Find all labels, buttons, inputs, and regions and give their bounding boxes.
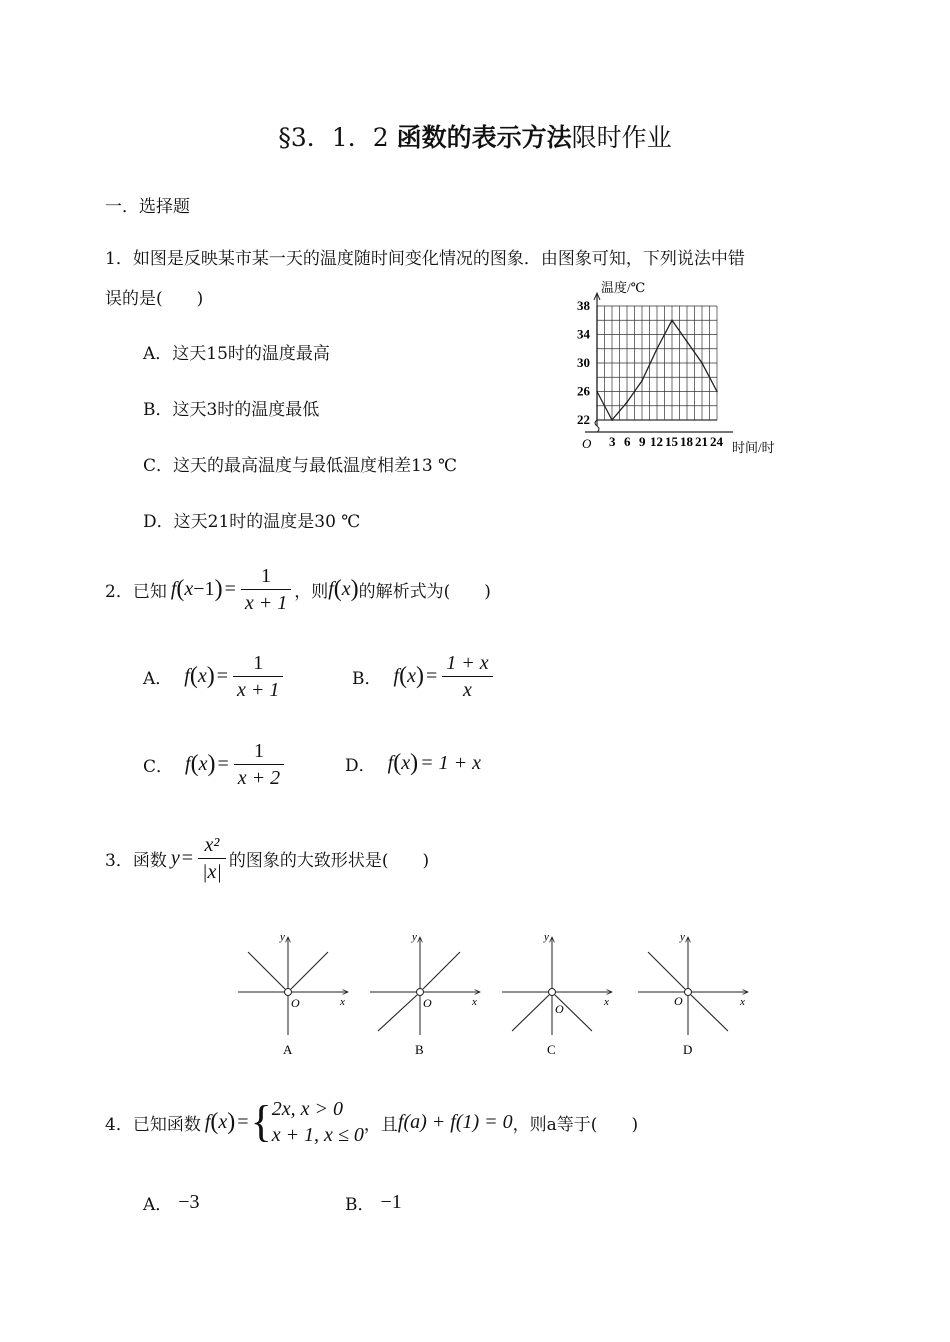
temperature-point bbox=[626, 401, 628, 403]
q3-graph-d-label: D bbox=[683, 1042, 693, 1057]
q3-graph-b[interactable] bbox=[370, 931, 480, 1057]
q3-stem: 3．函数 y = $\frac{\text{x²}}{|x|}$ 的图象的大致形状是( ) bbox=[105, 834, 430, 883]
q4-stem: 4．已知函数 f ( x ) = { 2x, x > 0 x + 1, x ≤ 0 ，且 f(a) + f(1) = 0 ，则a等于( ) bbox=[105, 1097, 639, 1146]
y-tick-label: 30 bbox=[577, 355, 590, 370]
q1-option-a: A．这天15时的温度最高 bbox=[143, 344, 330, 364]
section-heading: 一．选择题 bbox=[105, 197, 190, 217]
page-title: §3．1．2 函数的表示方法限时作业 bbox=[278, 123, 672, 152]
q1-option-b: B．这天3时的温度最低 bbox=[143, 400, 320, 420]
chart-ylabel: 温度/℃ bbox=[601, 280, 646, 295]
q3-graph-b-label: B bbox=[415, 1042, 424, 1057]
q2-stem: 2．已知 f ( x −1 ) = $\frac{1}{x + 1}$ ，则 f ( x ) 的解析式为( ) bbox=[105, 565, 491, 614]
q3-graph-d[interactable] bbox=[638, 931, 748, 1057]
temperature-point bbox=[596, 391, 598, 393]
svg-text:x: x bbox=[340, 996, 345, 1008]
q3-graph-a-label: A bbox=[283, 1042, 293, 1057]
temperature-point bbox=[656, 348, 658, 350]
temperature-point bbox=[716, 391, 718, 393]
y-tick-label: 38 bbox=[577, 298, 590, 313]
q2-option-b: B． f ( x ) = $\frac{1 + x}{x}$ bbox=[352, 650, 496, 703]
svg-text:O: O bbox=[555, 1002, 564, 1016]
q2-fraction: $\frac{1}{x + 1}$ bbox=[241, 563, 291, 616]
q3-graph-a[interactable] bbox=[238, 931, 348, 1057]
svg-text:x: x bbox=[604, 996, 609, 1008]
x-tick-label: 3 bbox=[609, 434, 616, 449]
svg-text:x: x bbox=[740, 996, 745, 1008]
q4-option-b: B． −1 bbox=[345, 1191, 402, 1215]
svg-text:O: O bbox=[674, 994, 683, 1008]
q1-option-d: D．这天21时的温度是30 ℃ bbox=[143, 512, 361, 532]
x-tick-label: 9 bbox=[639, 434, 646, 449]
temperature-point bbox=[671, 319, 673, 321]
y-tick-label: 22 bbox=[577, 412, 590, 427]
temperature-point bbox=[611, 419, 613, 421]
q3-graph-c[interactable] bbox=[502, 931, 612, 1057]
x-tick-label: 18 bbox=[680, 434, 693, 449]
svg-text:x: x bbox=[472, 996, 477, 1008]
chart-origin-label: O bbox=[582, 436, 592, 451]
svg-text:y: y bbox=[412, 931, 417, 943]
q4-option-a: A． −3 bbox=[143, 1191, 200, 1215]
svg-text:y: y bbox=[680, 931, 685, 943]
q2-option-c: C． f ( x ) = $\frac{1}{x + 2}$ bbox=[143, 738, 287, 791]
y-tick-label: 34 bbox=[577, 326, 590, 342]
temperature-point bbox=[701, 362, 703, 364]
q1-option-c: C．这天的最高温度与最低温度相差13 ℃ bbox=[143, 456, 458, 476]
x-tick-label: 21 bbox=[695, 434, 708, 449]
q1-line1: 1．如图是反映某市某一天的温度随时间变化情况的图象．由图象可知，下列说法中错 bbox=[105, 249, 745, 269]
svg-text:O: O bbox=[423, 996, 432, 1010]
x-tick-label: 6 bbox=[624, 434, 631, 449]
x-tick-label: 15 bbox=[665, 434, 678, 449]
temperature-chart bbox=[565, 276, 790, 461]
q4-piecewise: 2x, x > 0 x + 1, x ≤ 0 bbox=[271, 1098, 364, 1146]
temperature-point bbox=[686, 341, 688, 343]
chart-xlabel: 时间/时 bbox=[732, 440, 775, 455]
svg-text:O: O bbox=[291, 996, 300, 1010]
svg-text:y: y bbox=[280, 931, 285, 943]
temperature-point bbox=[641, 380, 643, 382]
q3-fraction: $\frac{\text{x²}}{|x|}$ bbox=[198, 832, 226, 885]
x-tick-label: 24 bbox=[710, 434, 723, 449]
q3-graph-options bbox=[230, 925, 760, 1065]
y-tick-label: 26 bbox=[577, 383, 590, 399]
q2-option-a: A． f ( x ) = $\frac{1}{x + 1}$ bbox=[143, 650, 286, 703]
q2-option-d: D． f ( x ) = 1 + x bbox=[345, 750, 481, 776]
svg-text:y: y bbox=[544, 931, 549, 943]
q3-graph-c-label: C bbox=[547, 1042, 556, 1057]
x-tick-label: 12 bbox=[650, 434, 663, 449]
q1-line2: 误的是( ) bbox=[105, 289, 204, 309]
